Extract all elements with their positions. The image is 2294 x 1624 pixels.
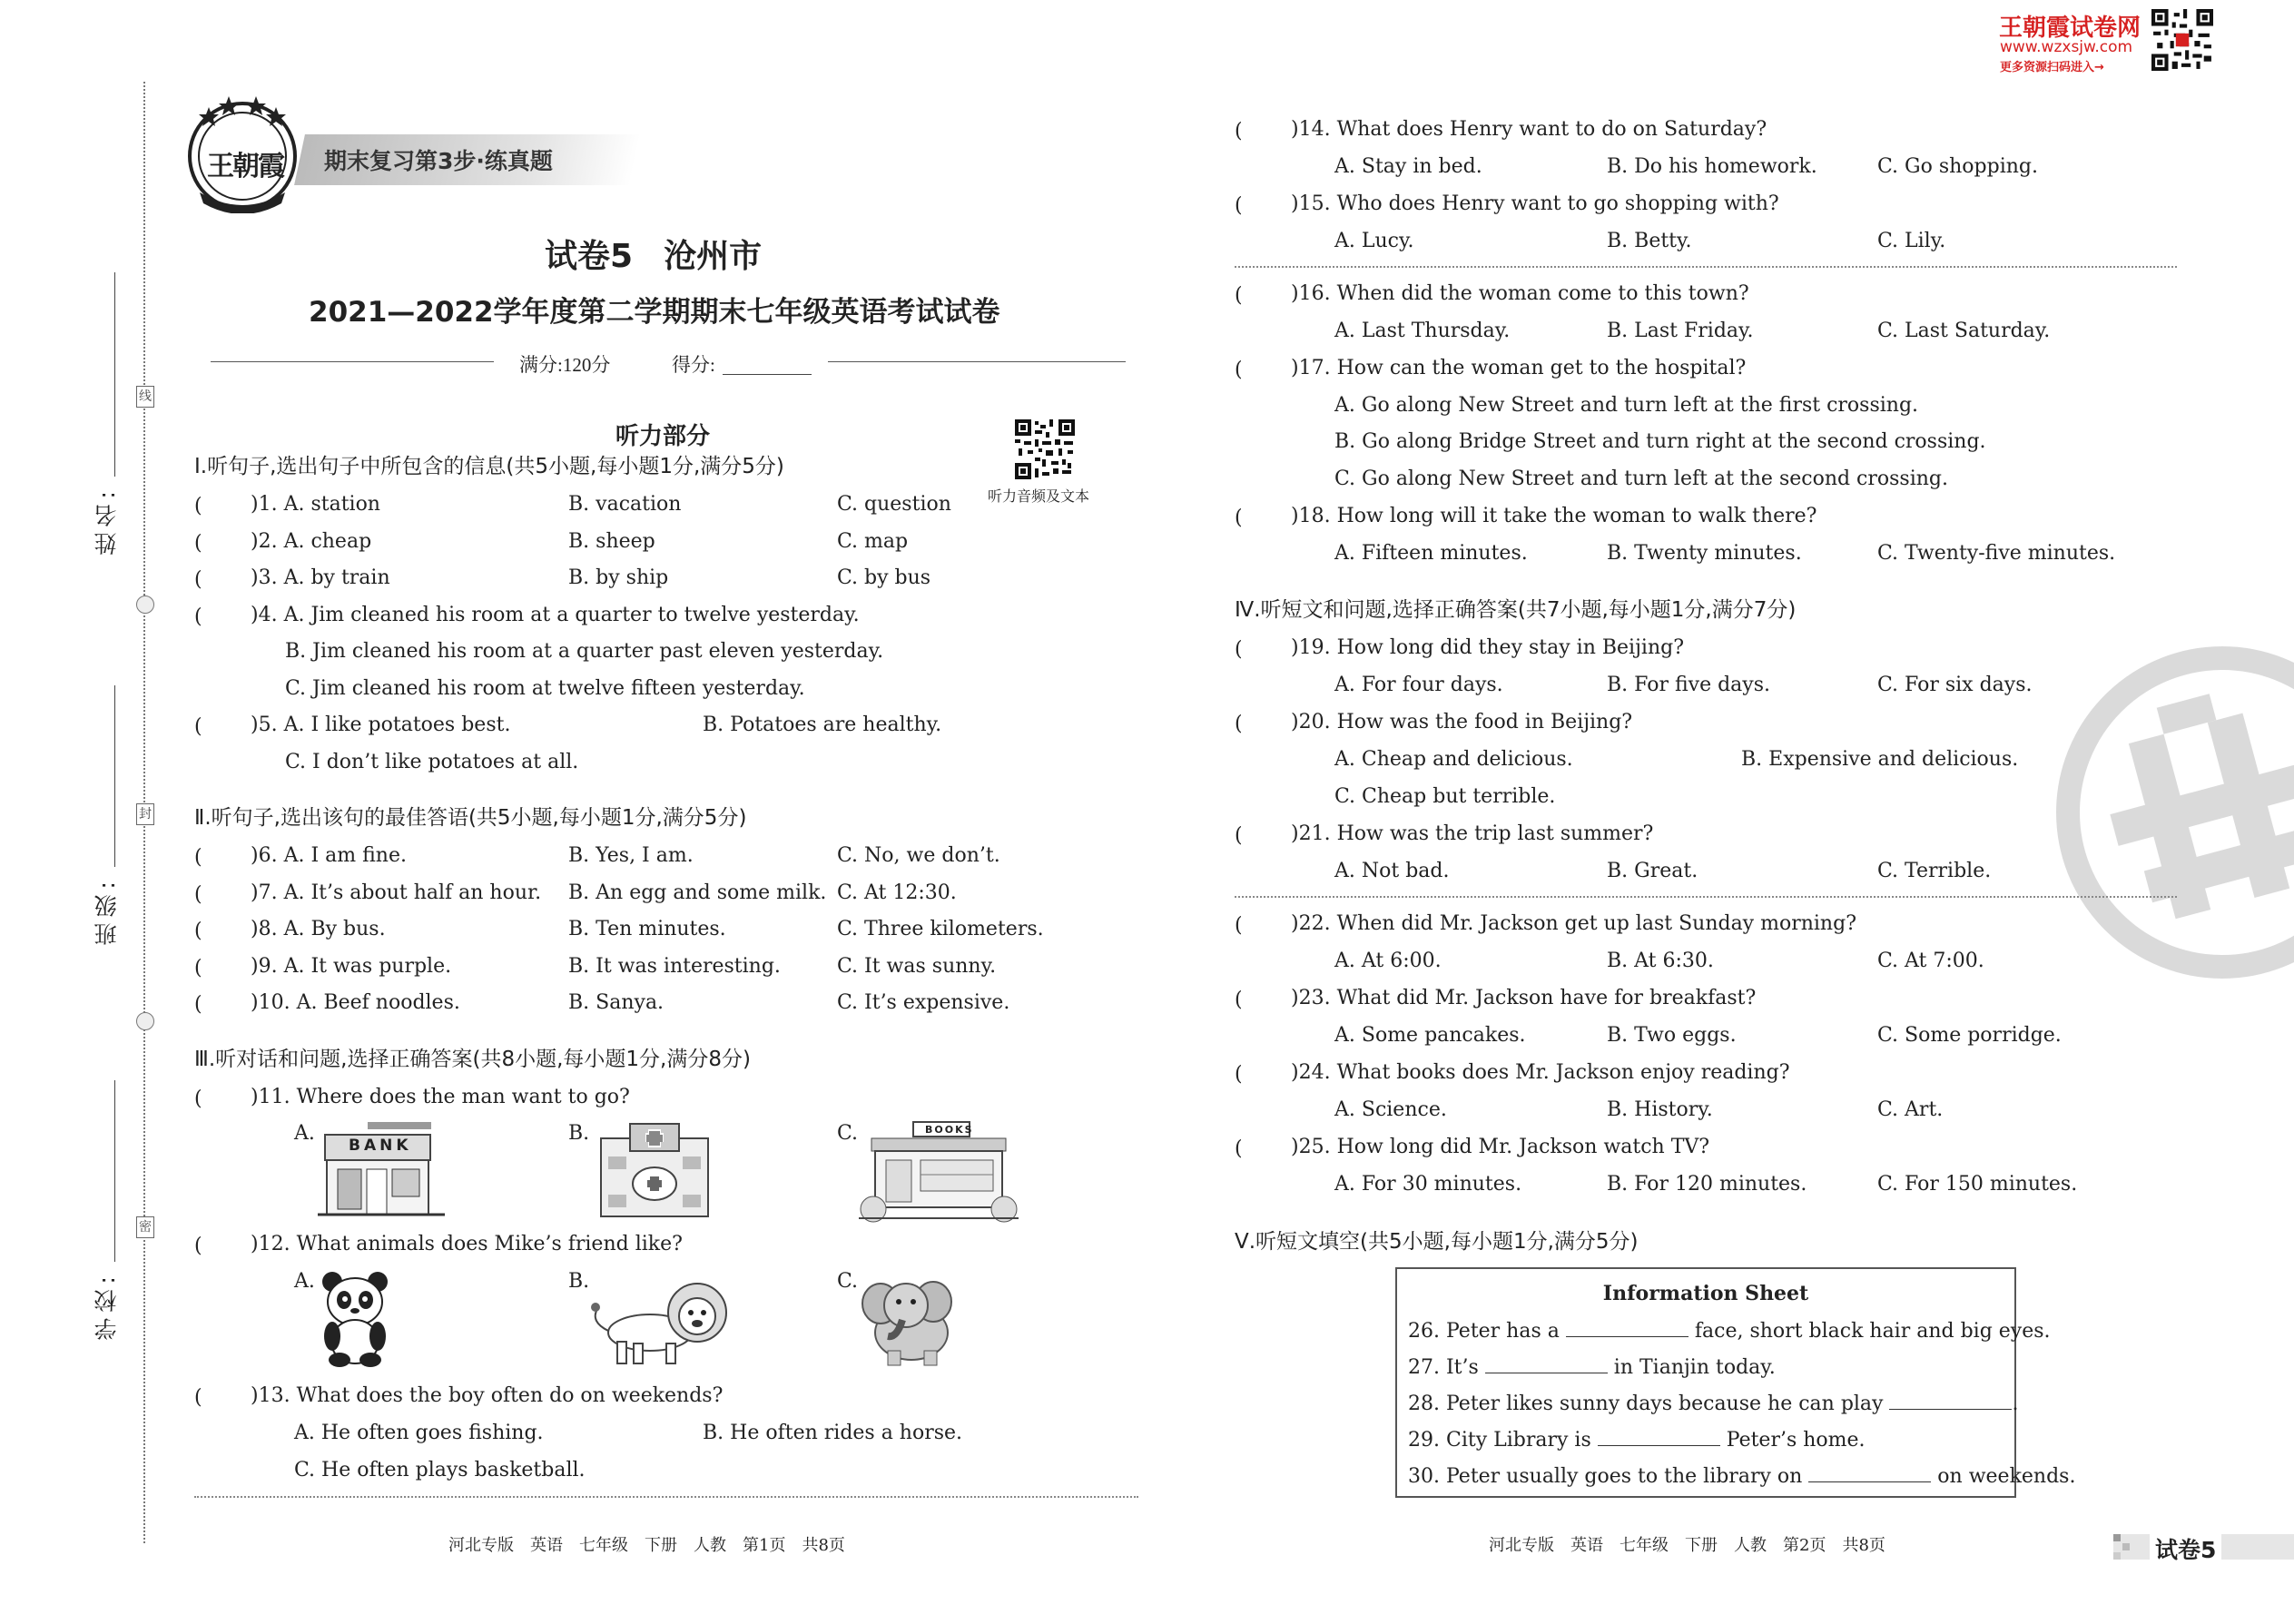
q23-option-a: A. Some pancakes. — [1334, 1024, 1526, 1047]
full-score: 满分:120分 — [519, 354, 611, 376]
bank-picture[interactable] — [318, 1118, 445, 1220]
q23-option-b: B. Two eggs. — [1607, 1024, 1737, 1047]
q21-option-b: B. Great. — [1607, 860, 1698, 882]
q14-option-a: A. Stay in bed. — [1334, 155, 1482, 178]
q25-option-b: B. For 120 minutes. — [1607, 1173, 1807, 1196]
q21-option-c: C. Terrible. — [1877, 860, 1992, 882]
answer-bracket-18[interactable]: ( — [1235, 507, 1243, 529]
watermark-seal-icon — [2050, 640, 2294, 985]
q8-option-a: )8. A. By bus. — [251, 918, 386, 940]
qr-code-icon — [2151, 9, 2213, 71]
blank-26[interactable] — [1566, 1320, 1689, 1337]
seal-mark-secret: 密 — [136, 1216, 154, 1238]
brand-logo — [182, 91, 304, 213]
q15-option-b: B. Betty. — [1607, 230, 1692, 252]
q5-option-a: )5. A. I like potatoes best. — [251, 714, 511, 736]
q22-option-c: C. At 7:00. — [1877, 950, 1984, 972]
q19-option-a: A. For four days. — [1334, 674, 1503, 696]
school-label: 学校: — [94, 1271, 120, 1341]
q25-option-a: A. For 30 minutes. — [1334, 1173, 1522, 1196]
section-5-heading: Ⅴ.听短文填空(共5小题,每小题1分,满分5分) — [1235, 1230, 1639, 1254]
page-tag: 试卷5 — [2150, 1532, 2221, 1565]
q21-option-a: A. Not bad. — [1334, 860, 1450, 882]
q12-stem: )12. What animals does Mike’s friend like? — [251, 1233, 683, 1255]
score-label: 得分: — [672, 354, 715, 376]
q18-stem: )18. How long will it take the woman to walk there? — [1291, 505, 1817, 527]
seal-mark-seal: 封 — [136, 803, 154, 825]
q12-label-c: C. — [837, 1270, 859, 1293]
q7-option-a: )7. A. It’s about half an hour. — [251, 881, 542, 904]
answer-bracket-8[interactable]: ( — [194, 920, 202, 942]
q19-option-c: C. For six days. — [1877, 674, 2033, 696]
page-tag-squares-icon — [2113, 1534, 2139, 1560]
q6-option-a: )6. A. I am fine. — [251, 844, 407, 867]
q20-option-a: A. Cheap and delicious. — [1334, 748, 1573, 771]
books-sign: BOOKS — [925, 1124, 974, 1136]
answer-bracket-14[interactable]: ( — [1235, 120, 1243, 143]
answer-bracket-11[interactable]: ( — [194, 1088, 202, 1110]
footer-left: 河北专版 英语 七年级 下册 人教 第1页 共8页 — [448, 1536, 845, 1555]
watermark-seal — [2050, 640, 2294, 985]
q20-option-c: C. Cheap but terrible. — [1334, 785, 1556, 808]
exam-city: 沧州市 — [664, 238, 763, 275]
bank-sign: BANK — [349, 1137, 412, 1155]
hospital-picture[interactable] — [592, 1120, 717, 1222]
q14-option-c: C. Go shopping. — [1877, 155, 2038, 178]
bookstore-building-icon — [859, 1120, 1019, 1224]
information-sheet — [1395, 1267, 2076, 1498]
q15-option-c: C. Lily. — [1877, 230, 1946, 252]
answer-bracket-7[interactable]: ( — [194, 883, 202, 906]
section-3-heading: Ⅲ.听对话和问题,选择正确答案(共8小题,每小题1分,满分8分) — [194, 1048, 751, 1071]
q14-option-b: B. Do his homework. — [1607, 155, 1817, 178]
blank-30[interactable] — [1808, 1465, 1931, 1482]
lion-picture[interactable] — [590, 1276, 728, 1367]
school-field[interactable] — [114, 1080, 115, 1262]
q10-option-a: )10. A. Beef noodles. — [251, 991, 460, 1014]
name-label: 姓名: — [94, 486, 120, 556]
right-divider-2 — [1235, 896, 2177, 898]
class-field[interactable] — [114, 685, 115, 867]
q1-option-c: C. question — [837, 493, 951, 516]
blank-29[interactable] — [1598, 1429, 1720, 1446]
q4-option-c: C. Jim cleaned his room at twelve fifteen yesterday. — [285, 677, 805, 700]
answer-bracket-9[interactable]: ( — [194, 957, 202, 979]
listening-title: 听力部分 — [615, 423, 711, 450]
exam-title: 2021—2022学年度第二学期期末七年级英语考试试卷 — [309, 296, 1000, 329]
q9-option-b: B. It was interesting. — [568, 955, 781, 978]
q2-option-b: B. sheep — [568, 530, 655, 553]
q13-option-b: B. He often rides a horse. — [703, 1422, 963, 1444]
class-label: 班级: — [94, 876, 120, 946]
q24-option-c: C. Art. — [1877, 1098, 1944, 1121]
q3-option-c: C. by bus — [837, 566, 931, 589]
q18-option-a: A. Fifteen minutes. — [1334, 542, 1528, 565]
footer-right: 河北专版 英语 七年级 下册 人教 第2页 共8页 — [1489, 1536, 1885, 1555]
q3-option-a: )3. A. by train — [251, 566, 390, 589]
listening-qr-code[interactable] — [1015, 419, 1075, 479]
q13-stem: )13. What does the boy often do on weekends? — [251, 1384, 724, 1407]
q16-option-b: B. Last Friday. — [1607, 320, 1754, 342]
answer-bracket-25[interactable]: ( — [1235, 1137, 1243, 1160]
q23-stem: )23. What did Mr. Jackson have for breakfast? — [1291, 987, 1757, 1009]
q16-option-a: A. Last Thursday. — [1334, 320, 1511, 342]
info-line-30: 30. Peter usually goes to the library on on weekends. — [1408, 1465, 2076, 1488]
q8-option-c: C. Three kilometers. — [837, 918, 1044, 940]
binding-hole-1 — [136, 595, 154, 614]
q2-option-a: )2. A. cheap — [251, 530, 372, 553]
answer-bracket-12[interactable]: ( — [194, 1235, 202, 1257]
q9-option-c: C. It was sunny. — [837, 955, 997, 978]
binding-hole-2 — [136, 1012, 154, 1030]
q9-option-a: )9. A. It was purple. — [251, 955, 452, 978]
q3-option-b: B. by ship — [568, 566, 669, 589]
q20-option-b: B. Expensive and delicious. — [1741, 748, 2019, 771]
left-page-divider — [194, 1496, 1138, 1498]
panda-icon — [314, 1269, 396, 1367]
answer-bracket-22[interactable]: ( — [1235, 914, 1243, 937]
site-slogan: 更多资源扫码进入→ — [2000, 61, 2104, 74]
hospital-building-icon — [592, 1120, 717, 1222]
q19-option-b: B. For five days. — [1607, 674, 1770, 696]
q17-option-b: B. Go along Bridge Street and turn right at the second crossing. — [1334, 430, 1986, 453]
q16-stem: )16. When did the woman come to this town? — [1291, 282, 1749, 305]
q5-option-b: B. Potatoes are healthy. — [703, 714, 942, 736]
answer-bracket-13[interactable]: ( — [194, 1386, 202, 1409]
q24-stem: )24. What books does Mr. Jackson enjoy reading? — [1291, 1061, 1790, 1084]
right-divider-1 — [1235, 266, 2177, 268]
q14-stem: )14. What does Henry want to do on Saturday? — [1291, 118, 1767, 141]
review-banner-text: 期末复习第3步·练真题 — [324, 148, 553, 174]
q22-option-a: A. At 6:00. — [1334, 950, 1442, 972]
answer-bracket-4[interactable]: ( — [194, 605, 202, 628]
q10-option-b: B. Sanya. — [568, 991, 665, 1014]
q22-option-b: B. At 6:30. — [1607, 950, 1714, 972]
q10-option-c: C. It’s expensive. — [837, 991, 1010, 1014]
answer-bracket-17[interactable]: ( — [1235, 359, 1243, 381]
seal-mark-line: 线 — [136, 386, 154, 408]
q2-option-c: C. map — [837, 530, 909, 553]
answer-bracket-1[interactable]: ( — [194, 495, 202, 517]
q21-stem: )21. How was the trip last summer? — [1291, 822, 1654, 845]
bookstore-picture[interactable] — [859, 1120, 1019, 1224]
q19-stem: )19. How long did they stay in Beijing? — [1291, 636, 1684, 659]
info-line-29: 29. City Library is Peter’s home. — [1408, 1429, 1866, 1452]
section-2-heading: Ⅱ.听句子,选出该句的最佳答语(共5小题,每小题1分,满分5分) — [194, 806, 747, 830]
brand-name: 王朝霞 — [207, 151, 283, 182]
lion-icon — [590, 1276, 728, 1367]
q4-option-a: )4. A. Jim cleaned his room at a quarter to twelve yesterday. — [251, 604, 860, 626]
exam-number: 试卷5 沧州市 — [545, 238, 763, 275]
q17-option-c: C. Go along New Street and turn left at the second crossing. — [1334, 468, 1949, 490]
q17-option-a: A. Go along New Street and turn left at the first crossing. — [1334, 394, 1919, 417]
qr-caption: 听力音频及文本 — [988, 487, 1090, 505]
info-line-26: 26. Peter has a face, short black hair and big eyes. — [1408, 1320, 2051, 1343]
blank-28[interactable] — [1889, 1393, 2012, 1410]
q13-option-c: C. He often plays basketball. — [294, 1459, 586, 1481]
info-line-27: 27. It’s in Tianjin today. — [1408, 1356, 1776, 1379]
q12-label-a: A. — [294, 1270, 315, 1293]
answer-bracket-20[interactable]: ( — [1235, 713, 1243, 735]
q24-option-a: A. Science. — [1334, 1098, 1447, 1121]
q1-option-b: B. vacation — [568, 493, 682, 516]
name-field[interactable] — [114, 272, 115, 477]
answer-bracket-16[interactable]: ( — [1235, 284, 1243, 307]
info-line-28: 28. Peter likes sunny days because he can play . — [1408, 1393, 2019, 1415]
score-field[interactable] — [723, 374, 812, 375]
bank-building-icon — [318, 1118, 445, 1220]
q12-label-b: B. — [568, 1270, 590, 1293]
answer-bracket-5[interactable]: ( — [194, 715, 202, 738]
q6-option-c: C. No, we don’t. — [837, 844, 1000, 867]
answer-bracket-21[interactable]: ( — [1235, 824, 1243, 847]
answer-bracket-19[interactable]: ( — [1235, 638, 1243, 661]
q15-option-a: A. Lucy. — [1334, 230, 1414, 252]
elephant-picture[interactable] — [861, 1269, 953, 1367]
q24-option-b: B. History. — [1607, 1098, 1713, 1121]
answer-bracket-6[interactable]: ( — [194, 846, 202, 869]
section-4-heading: Ⅳ.听短文和问题,选择正确答案(共7小题,每小题1分,满分7分) — [1235, 598, 1797, 622]
q20-stem: )20. How was the food in Beijing? — [1291, 711, 1633, 733]
binding-margin — [0, 0, 182, 1624]
q23-option-c: C. Some porridge. — [1877, 1024, 2062, 1047]
q18-option-c: C. Twenty-five minutes. — [1877, 542, 2116, 565]
q7-option-b: B. An egg and some milk. — [568, 881, 827, 904]
elephant-icon — [861, 1269, 953, 1367]
q1-option-a: )1. A. station — [251, 493, 380, 516]
score-rule-right — [828, 361, 1126, 362]
answer-bracket-3[interactable]: ( — [194, 568, 202, 591]
q8-option-b: B. Ten minutes. — [568, 918, 726, 940]
q4-option-b: B. Jim cleaned his room at a quarter past eleven yesterday. — [285, 640, 884, 663]
score-rule-left — [211, 361, 494, 362]
q6-option-b: B. Yes, I am. — [568, 844, 694, 867]
q7-option-c: C. At 12:30. — [837, 881, 957, 904]
q15-stem: )15. Who does Henry want to go shopping with? — [1291, 192, 1779, 215]
q11-stem: )11. Where does the man want to go? — [251, 1086, 630, 1108]
section-1-heading: Ⅰ.听句子,选出句子中所包含的信息(共5小题,每小题1分,满分5分) — [194, 455, 784, 478]
q25-option-c: C. For 150 minutes. — [1877, 1173, 2078, 1196]
q22-stem: )22. When did Mr. Jackson get up last Sunday morning? — [1291, 912, 1856, 935]
blank-27[interactable] — [1485, 1356, 1608, 1373]
q17-stem: )17. How can the woman get to the hospital? — [1291, 357, 1747, 379]
q18-option-b: B. Twenty minutes. — [1607, 542, 1802, 565]
q25-stem: )25. How long did Mr. Jackson watch TV? — [1291, 1136, 1710, 1158]
answer-bracket-2[interactable]: ( — [194, 532, 202, 555]
panda-picture[interactable] — [314, 1269, 396, 1367]
site-url[interactable]: www.wzxsjw.com — [2000, 38, 2133, 56]
answer-bracket-24[interactable]: ( — [1235, 1063, 1243, 1086]
q16-option-c: C. Last Saturday. — [1877, 320, 2051, 342]
qr-code-icon — [1015, 419, 1075, 479]
q13-option-a: A. He often goes fishing. — [294, 1422, 544, 1444]
information-sheet-title: Information Sheet — [1602, 1282, 1809, 1305]
answer-bracket-10[interactable]: ( — [194, 993, 202, 1016]
answer-bracket-15[interactable]: ( — [1235, 194, 1243, 217]
q11-label-c: C. — [837, 1122, 859, 1145]
q11-label-a: A. — [294, 1122, 315, 1145]
site-name: 王朝霞试卷网 — [1999, 15, 2141, 42]
answer-bracket-23[interactable]: ( — [1235, 989, 1243, 1011]
q11-label-b: B. — [568, 1122, 590, 1145]
q5-option-c: C. I don’t like potatoes at all. — [285, 751, 579, 773]
site-qr-code[interactable] — [2151, 9, 2213, 71]
